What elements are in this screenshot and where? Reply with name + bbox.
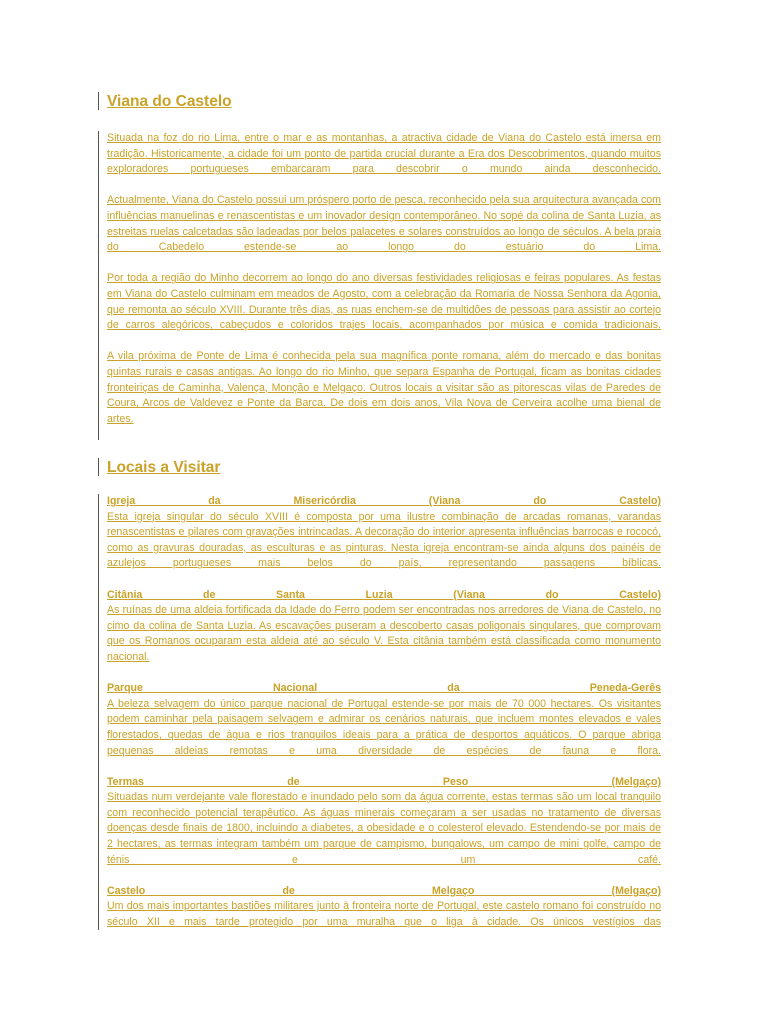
entry-title[interactable]: Citânia de Santa Luzia (Viana do Castelo) (107, 588, 661, 601)
entry-title[interactable]: Termas de Peso (Melgaço) (107, 775, 661, 788)
entry-text[interactable]: Situadas num verdejante vale florestado e inundado pelo som da água corrente, estas termas são um local tranquilo com reconhecido potencial terapêutico. As águas minerais começaram a ser usadas no tratamento de diversas doenças desde finais de 1800, incluindo a diabetes, a obesidade e o colesterol elevado. Estendendo-se por mais de 2 hectares, as termas integram também um parque de campismo, bungalows, um campo de mini golfe, campo de ténis e um café. (107, 791, 661, 866)
entry-text[interactable]: As ruínas de uma aldeia fortificada da Idade do Ferro podem ser encontradas nos arredores de Viana de Castelo, no cimo da colina de Santa Luzia. As escavações puseram a descoberto casas poligonais singulares, que comprovam que os Romanos ocuparam esta aldeia até ao século V. Esta citânia também está classificada como monumento nacional. (107, 604, 661, 663)
heading-rule (98, 458, 99, 476)
entry-title[interactable]: Igreja da Misericórdia (Viana do Castelo) (107, 495, 661, 507)
body-rule (98, 131, 99, 440)
entry-text[interactable]: A beleza selvagem do único parque nacional de Portugal estende-se por mais de 70 000 hectares. Os visitantes podem caminhar pela paisagem selvagem e admirar os cenários naturais, que incluem montes elevados e vales florestados, quedas de água e rios tranquilos ideais para a prática de desportos aquáticos. O parque abriga pequenas aldeias remotas e uma diversidade de espécies de fauna e flora. (107, 697, 661, 757)
list-item (107, 588, 661, 666)
heading-rule (98, 92, 99, 110)
paragraph-2[interactable]: Actualmente, Viana do Castelo possui um próspero porto de pesca, reconhecido pela sua arquitectura avançada com influências manuelinas e renascentistas e um inovador design contemporâneo. No sopé da colina de Santa Luzia, as estreitas ruelas calcetadas são ladeadas por belos palacetes e solares construídos ao longo de séculos. A bela praia do Cabedelo estende-se ao longo do estuário do Lima. (107, 194, 661, 254)
section2-body (107, 494, 661, 946)
heading-viana-do-castelo[interactable]: Viana do Castelo (107, 93, 232, 110)
heading-locais-a-visitar[interactable]: Locais a Visitar (107, 459, 221, 476)
paragraph-3[interactable]: Por toda a região do Minho decorrem ao longo do ano diversas festividades religiosas e feiras populares. As festas em Viana do Castelo culminam em meados de Agosto, com a celebração da Romaria de Nossa Senhora da Agonia, que remonta ao século XVIII. Durante três dias, as ruas enchem-se de multidões de pessoas para assistir ao cortejo de carros alegóricos, cabeçudos e coloridos trajes locais, acompanhados por música e comida tradicionais. (107, 272, 661, 332)
entry-title[interactable]: Parque Nacional da Peneda-Gerês (107, 682, 661, 695)
paragraph-4[interactable]: A vila próxima de Ponte de Lima é conhecida pela sua magnífica ponte romana, além do mercado e das bonitas quintas rurais e casas antigas. Ao longo do rio Minho, que separa Espanha de Portugal, ficam as bonitas cidades fronteiriças de Caminha, Valença, Monção e Melgaço. Outros locais a visitar são as pitorescas vilas de Paredes de Coura, Arcos de Valdevez e Ponte da Barca. De dois em dois anos, Vila Nova de Cerveira acolhe uma bienal de artes. (107, 350, 661, 425)
body-rule (98, 494, 99, 930)
list-item (107, 494, 661, 572)
list-item (107, 884, 661, 931)
list-item (107, 681, 661, 759)
entry-text[interactable]: Um dos mais importantes bastiões militares junto à fronteira norte de Portugal, este castelo romano foi construído no século XII e mais tarde protegido por uma muralha que o liga à cidade. Os únicos vestígios das (107, 900, 661, 929)
list-item (107, 775, 661, 869)
entry-title[interactable]: Castelo de Melgaço (Melgaço) (107, 884, 661, 897)
section1-body (107, 131, 661, 443)
paragraph-1[interactable]: Situada na foz do rio Lima, entre o mar e as montanhas, a atractiva cidade de Viana do Castelo está imersa em tradição. Historicamente, a cidade foi um ponto de partida crucial durante a Era dos Descobrimentos, quando muitos exploradores portugueses embarcaram para descobrir o mundo ainda desconhecido. (107, 132, 661, 176)
entry-text[interactable]: Esta igreja singular do século XVIII é composta por uma ilustre combinação de arcadas romanas, varandas renascentistas e pilares com gravações intrincadas. A decoração do interior apresenta influências barrocas e rococó, como as gravuras douradas, as esculturas e as pinturas. Nesta igreja encontram-se ainda alguns dos painéis de azulejos portugueses mais belos do país, representando passagens bíblicas. (107, 510, 661, 570)
